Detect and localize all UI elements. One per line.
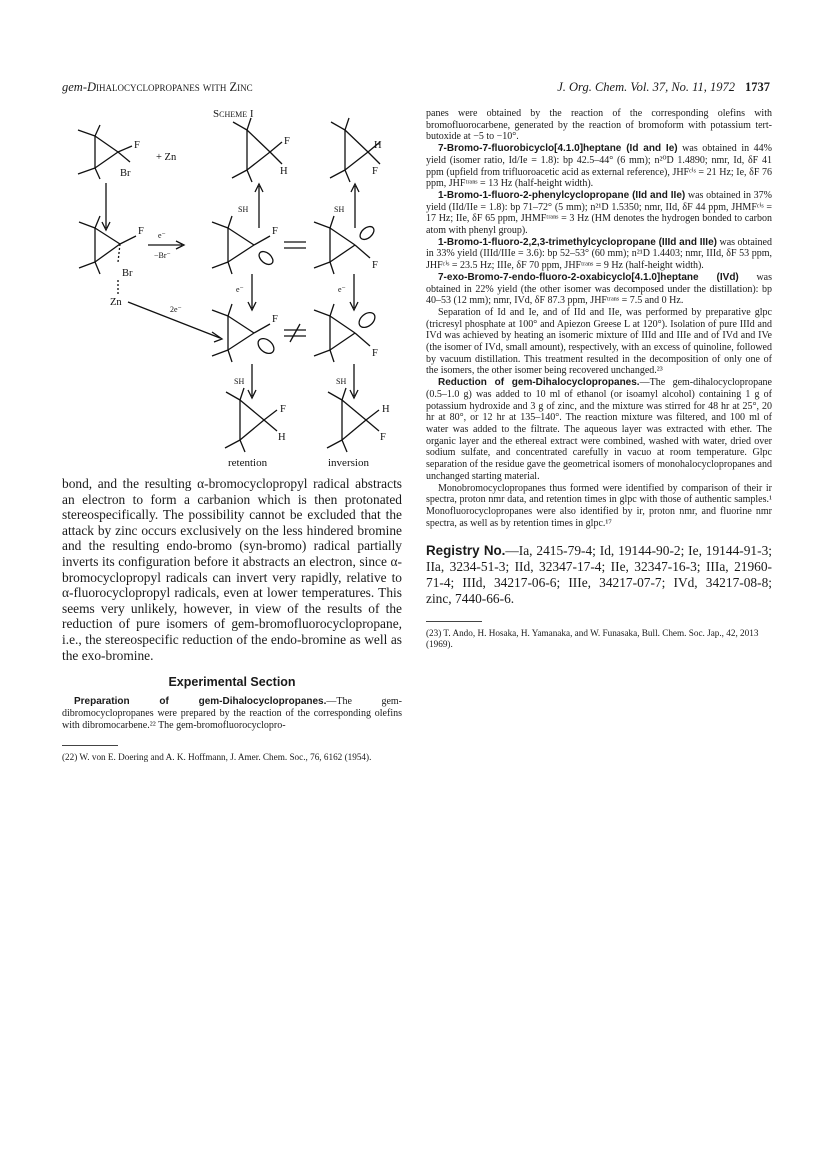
- body-paragraph: 1-Bromo-1-fluoro-2,2,3-trimethylcyclopropane (IIId and IIIe) was obtained in 33% yield (IIId/IIIe = 3.6): bp 52–53° (60 mm); n²¹D 1.4403; nmr, IIId, δF 53 ppm, JHFᶜⁱˢ = 23.5 Hz; IIIe, δF 70 ppm, JHFᵗʳᵃⁿˢ = 9 Hz (half-height width).: [426, 236, 772, 272]
- atom-label: F: [372, 166, 378, 177]
- atom-label: H: [278, 432, 286, 443]
- atom-label: F: [272, 314, 278, 325]
- reagent-label: SH: [336, 377, 347, 386]
- atom-label: F: [272, 226, 278, 237]
- atom-label: F: [280, 404, 286, 415]
- scheme-caption-inversion: inversion: [328, 457, 369, 469]
- atom-label: Br: [122, 268, 133, 279]
- atom-label: H: [280, 166, 288, 177]
- atom-label: F: [284, 136, 290, 147]
- left-column: [62, 476, 402, 763]
- footnote-rule: [426, 621, 482, 622]
- reaction-scheme: [0, 0, 420, 470]
- atom-label: F: [380, 432, 386, 443]
- reagent-label: e⁻: [158, 231, 166, 240]
- body-paragraph: Separation of Id and Ie, and of IId and IIe, was performed by preparative glpc (tricresyl phosphate at 100° and Apiezon Greese L at 120°). Isolation of pure IIId and IVd was achieved by heating an isomeric mixture of IIId and IIIe and of IVd and IVe (the isomer of IVd, small amount), respectively, with an excess of quinoline, followed by vacuum distillation. This treatment resulted in the decomposition of only one of the isomers, the other isomer being recovered unchanged.²³: [426, 306, 772, 377]
- footnote-rule: [62, 745, 118, 746]
- atom-label: H: [382, 404, 390, 415]
- atom-label: F: [372, 348, 378, 359]
- reagent-label: e⁻: [236, 285, 244, 294]
- body-paragraph: bond, and the resulting α-bromocyclopropyl radical abstracts an electron to form a carbanion which is then protonated stereospecifically. The possibility cannot be excluded that the attack by zinc occurs exclusively on the less hindered bromine and the resulting endo-bromo (syn-bromo) radical partially inverts its configuration before it abstracts an electron, since α-bromocyclopropyl radicals can invert very rapidly, relative to α-fluorocyclopropyl radicals, even at lower temperatures. This seems very unlikely, however, in view of the results of the reduction of pure isomers of gem-bromofluorocyclopropane, i.e., the stereospecific reduction of the endo-bromine as well as the exo-bromine.: [62, 476, 402, 663]
- reagent-label: SH: [334, 205, 345, 214]
- atom-label: Br: [120, 168, 131, 179]
- body-paragraph: 7-Bromo-7-fluorobicyclo[4.1.0]heptane (Id and Ie) was obtained in 44% yield (isomer ratio, Id/Ie = 1.8): bp 42.5–44° (6 mm); n²⁰D 1.4890; nmr, Id, δF 41 ppm (upfield from trifluoroacetic acid as external reference), JHFᶜⁱˢ = 21 Hz; Ie, δF 76 ppm, JHFᵗʳᵃⁿˢ = 13 Hz (half-height width).: [426, 143, 772, 190]
- running-header-journal: J. Org. Chem. Vol. 37, No. 11, 1972 1737: [557, 80, 770, 94]
- page-number: 1737: [745, 80, 770, 94]
- reagent-label: 2e⁻: [170, 305, 182, 314]
- scheme-caption-retention: retention: [228, 457, 268, 469]
- body-paragraph: Reduction of gem-Dihalocyclopropanes.—The gem-dihalocyclopropane (0.5–1.0 g) was added to 10 ml of ethanol (or isoamyl alcohol) containing 1 g of potassium hydroxide and 3 g of zinc, and the mixture was stirred for 48 hr at 25°, 20 hr at 80°, or 12 hr at 135–140°. The reaction mixture was filtered, and 100 ml of water was added to the filtrate. The aqueous layer was extracted with ether. The organic layer and the ethereal extract were combined, washed with water, dried over sodium sulfate, and concentrated carefully in vacuo at room temperature. Glpc separation of the residue gave the geometrical isomers of monohalocyclopropanes and unchanged starting material.: [426, 377, 772, 482]
- reagent-label: + Zn: [156, 152, 177, 163]
- body-paragraph: Preparation of gem-Dihalocyclopropanes.—The gem-dibromocyclopropanes were prepared by the reaction of the corresponding olefins with dibromocarbene.²² The gem-bromofluorocyclopro-: [62, 696, 403, 731]
- registry-numbers: Registry No.—Ia, 2415-79-4; Id, 19144-90-2; Ie, 19144-91-3; IIa, 3234-51-3; IId, 32347-17-4; IIe, 32347-16-3; IIIa, 21960-71-4; IIId, 34217-06-6; IIIe, 34217-07-7; IVd, 34217-08-8; zinc, 7440-66-6.: [426, 543, 772, 607]
- running-header-title: gem-Dihalocyclopropanes with Zinc: [62, 80, 253, 94]
- body-paragraph: Monobromocyclopropanes thus formed were identified by comparison of their ir spectra, proton nmr data, and retention times in glpc with those of authentic samples.¹ Monofluorocyclopropanes were also identified by ir, proton nmr, and fluorine nmr spectra, as well as by retention times in glpc.¹⁷: [426, 482, 772, 529]
- scheme-title: Scheme I: [213, 108, 254, 120]
- atom-label: F: [134, 140, 140, 151]
- body-paragraph: 7-exo-Bromo-7-endo-fluoro-2-oxabicyclo[4.1.0]heptane (IVd) was obtained in 22% yield (the other isomer was decomposed under the distillation): bp 40–53 (12 mm); nmr, IVd, δF 87.3 ppm, JHFᵗʳᵃⁿˢ = 7.5 and 0 Hz.: [426, 271, 772, 307]
- right-column: [426, 108, 772, 650]
- body-paragraph: 1-Bromo-1-fluoro-2-phenylcyclopropane (IId and IIe) was obtained in 37% yield (IId/IIe = 1.8): bp 71–72° (5 mm); n²¹D 1.5350; nmr, IId, δF 44 ppm, JHMFᶜⁱˢ = 17 Hz; IIe, δF 65 ppm, JHMFᵗʳᵃⁿˢ = 3 Hz (HM denotes the hydrogen bonded to carbon atom with phenyl group).: [426, 189, 773, 237]
- atom-label: F: [372, 260, 378, 271]
- footnote: (22) W. von E. Doering and A. K. Hoffmann, J. Amer. Chem. Soc., 76, 6162 (1954).: [62, 752, 372, 763]
- reagent-label: e⁻: [338, 285, 346, 294]
- reagent-label: −Br⁻: [154, 251, 171, 260]
- section-heading: Experimental Section: [168, 675, 296, 690]
- atom-label: F: [138, 226, 144, 237]
- reagent-label: SH: [234, 377, 245, 386]
- body-paragraph: panes were obtained by the reaction of the corresponding olefins with bromofluorocarbene, generated by the reaction of bromoform with potassium tert-butoxide at −5 to −10°.: [426, 108, 772, 143]
- footnote: (23) T. Ando, H. Hosaka, H. Yamanaka, and W. Funasaka, Bull. Chem. Soc. Jap., 42, 2013 (1969).: [426, 628, 759, 650]
- reagent-label: SH: [238, 205, 249, 214]
- atom-label: Zn: [110, 297, 122, 308]
- atom-label: H: [374, 140, 382, 151]
